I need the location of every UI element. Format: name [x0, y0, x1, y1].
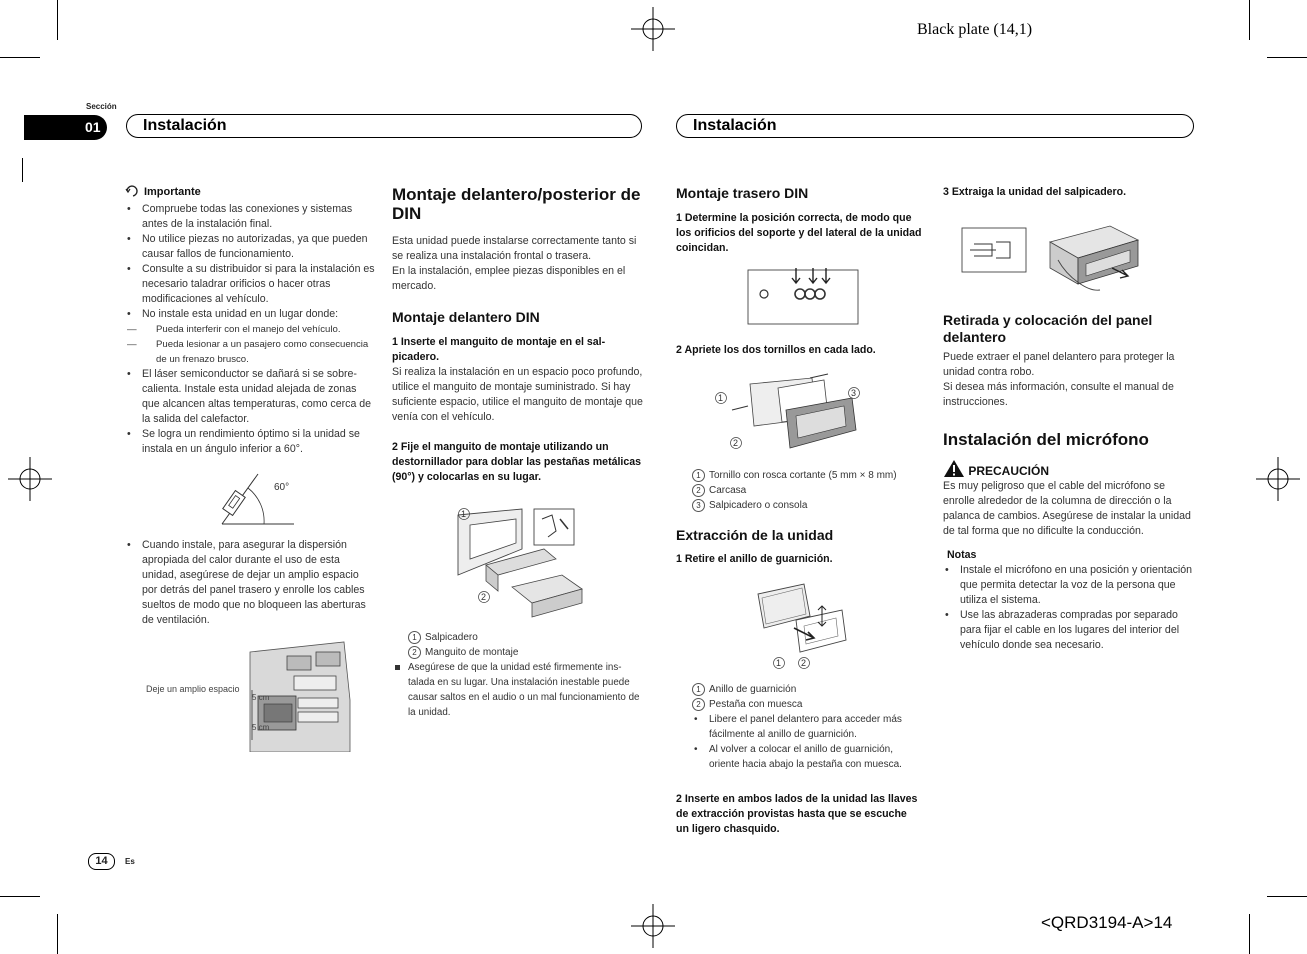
- unit-removal-figure: [960, 220, 1140, 296]
- list-item: • El láser semiconductor se dañará si se sobrecalienta. Instale esta unidad alejada de zonas que alcancen altas temperaturas, como cerca de la salida del calefactor.: [125, 367, 375, 427]
- list-item: • Al volver a colocar el anillo de guarnición, oriente hacia abajo la pestaña con muesca.: [692, 742, 922, 772]
- list-item: [692, 483, 922, 498]
- callout-text: Salpicadero: [425, 632, 478, 643]
- callout-number: 1: [692, 683, 705, 696]
- callout-number: 2: [733, 438, 739, 448]
- column-1: [125, 185, 375, 457]
- caution-label: PRECAUCIÓN: [968, 464, 1050, 478]
- column-2-bottom: [392, 630, 644, 720]
- installation-note: [392, 660, 644, 720]
- crop-mark: [1249, 0, 1250, 40]
- list-item: • Libere el panel delantero para acceder más fácilmente al anillo de guarnición.: [692, 712, 922, 742]
- callout-text: Tornillo con rosca cortante (5 mm × 8 mm): [709, 470, 897, 481]
- registration-mark-left: [8, 457, 52, 501]
- callout-number: 2: [481, 592, 487, 602]
- ventilation-list: [125, 538, 375, 628]
- callout-number: 1: [692, 469, 705, 482]
- column-1-bottom: [125, 538, 375, 628]
- rear-step-2: 2 Apriete los dos tornillos en cada lado.: [676, 344, 876, 356]
- callout-number: 2: [801, 658, 807, 668]
- plate-label: Black plate (14,1): [917, 21, 1033, 38]
- removal-step-2: 2 Inserte en ambos lados de la unidad las llaves de extracción provistas hasta que se escuche un ligero chasquido.: [676, 793, 918, 835]
- screws-callouts: [676, 468, 922, 513]
- list-item: • No utilice piezas no autorizadas, ya que pueden causar fallos de funcionamiento.: [125, 232, 375, 262]
- callout-number: 1: [408, 631, 421, 644]
- language-code: Es: [125, 857, 135, 866]
- column-4: [943, 185, 1193, 200]
- registration-mark-right: [1256, 457, 1300, 501]
- space-label: Deje un amplio espacio: [146, 684, 240, 694]
- section-label: Sección: [86, 102, 117, 111]
- header-title-left: Instalación: [143, 117, 227, 134]
- front-din-title: Montaje delantero DIN: [392, 309, 540, 325]
- din-mount-title: Montaje delantero/posterior de DIN: [392, 185, 641, 223]
- list-item: [692, 682, 922, 697]
- list-item: — Pueda interferir con el manejo del vehículo.: [125, 322, 375, 337]
- front-panel-title: Retirada y colocación del panel delantero: [943, 312, 1153, 345]
- column-2: [392, 185, 644, 485]
- list-item: — Pueda lesionar a un pasajero como consecuencia de un frenazo brusco.: [125, 337, 375, 367]
- rear-step-1: 1 Determine la posición correcta, de modo que los orificios del soporte y del lateral de la unidad coincidan.: [676, 212, 922, 254]
- crop-mark: [1249, 914, 1250, 954]
- list-item: • Se logra un rendimiento óptimo si la unidad se instala en un ángulo inferior a 60°.: [125, 427, 375, 457]
- list-item: • Consulte a su distribuidor si para la instalación es necesario taladrar orificios o hacer otras modificaciones al vehículo.: [125, 262, 375, 307]
- page-number: 14: [88, 853, 115, 870]
- callout-number: 2: [692, 698, 705, 711]
- callout-number: 2: [408, 646, 421, 659]
- front-panel-text: Puede extraer el panel delantero para proteger la unidad contra robo.: [943, 351, 1175, 378]
- section-number: 01: [24, 115, 107, 140]
- callout-text: Salpicadero o consola: [709, 500, 808, 511]
- trim-ring-figure: [752, 580, 852, 670]
- crop-mark: [1267, 57, 1307, 58]
- clearance-label-top: 5 cm: [252, 693, 270, 702]
- list-item: • No instale esta unidad en un lugar donde:: [125, 307, 375, 322]
- removal-step-3: 3 Extraiga la unidad del salpicadero.: [943, 186, 1127, 198]
- crop-mark: [0, 896, 40, 897]
- microphone-title: Instalación del micrófono: [943, 430, 1149, 449]
- header-bar-left: [126, 114, 642, 138]
- crop-mark: [1267, 896, 1307, 897]
- trim-callouts: [676, 682, 922, 712]
- removal-title: Extracción de la unidad: [676, 527, 834, 543]
- dashboard-space-figure: [144, 640, 376, 752]
- callout-text: Anillo de guarnición: [709, 684, 797, 695]
- registration-mark-top: [631, 7, 675, 51]
- front-step-1-text: Si realiza la instalación en un espacio poco profundo, utilice el manguito de montaje suministrado. Si hay suficiente espacio, utilice el manguito de montaje que venía con el vehículo.: [392, 366, 643, 423]
- crop-mark: [57, 0, 58, 40]
- din-intro: Esta unidad puede instalarse correctamente tanto si se realiza una instalación frontal o trasera.: [392, 235, 637, 262]
- column-3-bottom: [676, 682, 922, 837]
- sleeve-callouts: [392, 630, 644, 660]
- callout-text: Manguito de montaje: [425, 647, 519, 658]
- screws-figure: [712, 370, 862, 454]
- list-item: [408, 645, 644, 660]
- list-item: [692, 498, 922, 513]
- list-item: • Compruebe todas las conexiones y sistemas antes de la instalación final.: [125, 202, 375, 232]
- header-title-right: Instalación: [693, 117, 777, 134]
- crop-mark: [22, 158, 23, 182]
- warning-icon: [943, 459, 965, 478]
- registration-mark-bottom: [631, 904, 675, 948]
- din-intro-2: En la instalación, emplee piezas disponibles en el mercado.: [392, 265, 626, 292]
- removal-step-1: 1 Retire el anillo de guarnición.: [676, 553, 833, 565]
- callout-text: Carcasa: [709, 485, 747, 496]
- important-list: [125, 202, 375, 322]
- front-step-2: 2 Fije el manguito de montaje utilizando un destornillador para doblar las pestañas metálicas (90°) y colocarlas en su lugar.: [392, 441, 642, 483]
- list-item: [408, 630, 644, 645]
- dash-list: [125, 322, 375, 367]
- important-list-2: [125, 367, 375, 457]
- list-item: Asegúrese de que la unidad esté firmemente instalada en su lugar. Una instalación inestable puede causar saltos en el audio o un mal funcionamiento de la unidad.: [392, 660, 644, 720]
- bracket-holes-figure: [746, 266, 861, 326]
- list-item: • Instale el micrófono en una posición y orientación que permita detectar la voz de la persona que utiliza el sistema.: [943, 563, 1193, 608]
- notes-list: [943, 563, 1193, 653]
- angle-label: 60°: [274, 482, 290, 493]
- angle-figure: [218, 470, 298, 528]
- callout-number: 1: [718, 393, 724, 403]
- notes-heading: Notas: [947, 549, 977, 561]
- callout-number: 3: [851, 388, 857, 398]
- callout-number: 3: [692, 499, 705, 512]
- callout-number: 1: [461, 509, 467, 519]
- list-item: • Cuando instale, para asegurar la dispersión apropiada del calor durante el uso de esta unidad, asegúrese de dejar un amplio espacio por detrás del panel trasero y enrolle los cables sueltos de modo que no bloqueen las aberturas de ventilación.: [125, 538, 375, 628]
- column-3-mid: [676, 468, 922, 567]
- clearance-label-bottom: 5 cm: [252, 723, 270, 732]
- front-panel-text-2: Si desea más información, consulte el manual de instrucciones.: [943, 381, 1174, 408]
- list-item: • Use las abrazaderas compradas por separado para fijar el cable en los lugares del interior del vehículo donde sea necesario.: [943, 608, 1193, 653]
- column-3-step2: [676, 343, 922, 358]
- trim-notes: [676, 712, 922, 772]
- list-item: [692, 697, 922, 712]
- important-heading: [125, 185, 375, 200]
- front-step-1: 1 Inserte el manguito de montaje en el salpicadero.: [392, 336, 606, 363]
- callout-text: Pestaña con muesca: [709, 699, 803, 710]
- important-label: Importante: [143, 186, 201, 198]
- rear-din-title: Montaje trasero DIN: [676, 185, 809, 201]
- caution-text: Es muy peligroso que el cable del micrófono se enrolle alrededor de la columna de dirección o la palanca de cambios. Asegúrese de instalar la unidad de tal forma que no dificulte la conducción.: [943, 480, 1191, 537]
- document-code: <QRD3194-A>14: [1041, 913, 1173, 932]
- column-3: [676, 185, 922, 256]
- caution-heading: [943, 459, 1193, 479]
- header-bar-right: [676, 114, 1194, 138]
- list-item: [692, 468, 922, 483]
- callout-number: 1: [776, 658, 782, 668]
- column-4-bottom: [943, 312, 1193, 653]
- crop-mark: [0, 57, 40, 58]
- mounting-sleeve-figure: [452, 505, 587, 620]
- callout-number: 2: [692, 484, 705, 497]
- crop-mark: [57, 914, 58, 954]
- important-icon: [125, 185, 141, 197]
